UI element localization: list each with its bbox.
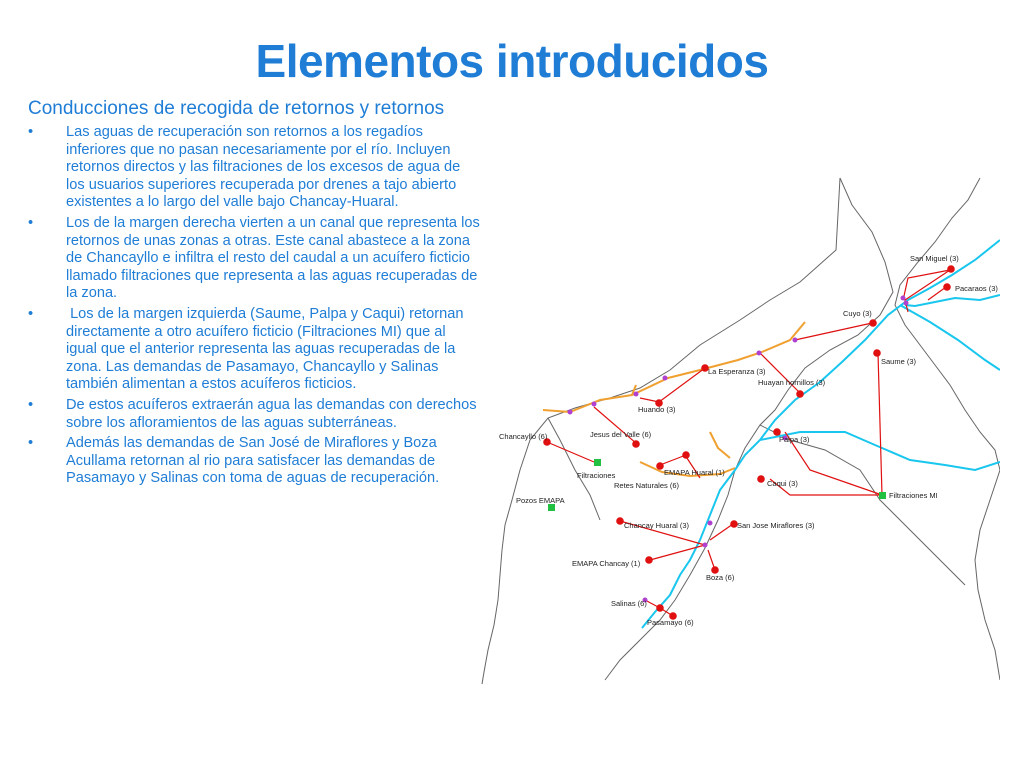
bullet-text: Además las demandas de San José de Miraflores y Boza Acullama retornan al rio para satisfacer las demandas de Pasamayo y Salinas con toma de aguas de recuperación. [66,435,440,487]
node-san-miguel [947,265,955,273]
bullet-text: Las aguas de recuperación son retornos a los regadíos inferiores que no pasan necesariamente por el río. Incluyen retornos directos y las filtraciones de los excesos de agua de los usuarios superiores recuperada por drenes a tajo abierto existentes a lo largo del valle bajo Chancay-Huaral. [66,124,461,211]
label-pozos-emapa: Pozos EMAPA [516,496,565,505]
slide-title: Elementos introducidos [255,35,769,87]
list-item [28,215,480,303]
canals [543,322,805,476]
node-caqui [757,475,765,483]
basin-map [478,172,1000,686]
node-saume [873,349,881,357]
list-item [28,435,480,488]
boundary-middle [605,178,893,680]
node-emapa-huaral [682,451,690,459]
bullet-marker: • [28,435,34,452]
link-retes [660,455,686,465]
boundary-southeast [975,470,1000,680]
link-huayan [659,368,705,402]
label-pacaraos: Pacaraos (3) [955,284,998,293]
node-cuyo [869,319,877,327]
link-san-jose [710,524,733,540]
link-chancayllo [547,442,594,462]
label-chancayllo: Chancayllo (6) [499,432,548,441]
node-retes [656,462,664,470]
bullet-text: Los de la margen izquierda (Saume, Palpa y Caqui) retornan directamente a otro acuífero ficticio (Filtraciones MI) que al igual que el anterior representa las aguas recuperadas de la zona. Las demandas de Pasamayo, Chancayllo y Salinas también alimentan a estos acuíferos ficticios. [66,305,468,393]
junction [663,376,668,381]
section-heading: Conducciones de recogida de retornos y retornos [28,98,445,119]
canal-branch-palpa [710,432,730,458]
boundary-east [895,178,1000,470]
junction [904,301,909,306]
bullet-text: De estos acuíferos extraerán agua las demandas con derechos sobre los afloramientos de las aguas subterráneas. [66,396,477,431]
label-la-esperanza: La Esperanza (3) [708,367,766,376]
label-palpa: Palpa (3) [779,435,810,444]
bullet-marker: • [28,124,34,140]
boundary-inner [760,425,965,585]
label-jesus: Jesus del Valle (6) [590,430,652,439]
node-filtraciones-mi [879,492,886,499]
label-emapa-chancay: EMAPA Chancay (1) [572,559,641,568]
label-saume: Saume (3) [881,357,917,366]
rivers [642,240,1000,628]
label-huayan: Huayan hornillos (3) [758,378,826,387]
label-san-miguel: San Miguel (3) [910,254,959,263]
list-item [28,306,480,394]
node-pozos-emapa [548,504,555,511]
junction [568,410,573,415]
junction [708,521,713,526]
link-cuyo [795,323,872,340]
list-item [28,397,480,432]
node-pacaraos [943,283,951,291]
label-chancay-huaral: Chancay Huaral (3) [624,521,690,530]
bullet-marker: • [28,396,34,413]
text-content [28,98,480,491]
list-item [28,124,480,212]
node-chancay-huaral [616,517,624,525]
map-labels [499,254,998,627]
node-jesus [632,440,640,448]
label-emapa-huaral: EMAPA Huaral (1) [664,468,725,477]
label-san-jose: San Jose Miraflores (3) [737,521,815,530]
node-filtraciones [594,459,601,466]
upper-tributary [905,295,1000,306]
link-pacaraos [928,287,946,300]
bullet-text: Los de la margen derecha vierten a un canal que representa los retornos de unas zonas a otras. Este canal abastece a la zona de Chancayllo e infiltra el resto del caudal a un acuífero ficticio llamado filtraciones que representa a las aguas recuperadas de la zona. [66,214,480,302]
node-emapa-chancay [645,556,653,564]
label-pasamayo: Pasamayo (6) [647,618,694,627]
label-cuyo: Cuyo (3) [843,309,872,318]
junction [634,392,639,397]
junction [901,296,906,301]
node-salinas [656,604,664,612]
aquifer-nodes [548,459,886,511]
main-river [642,240,1000,628]
link-emapa-chancay [650,545,705,560]
junction [703,543,708,548]
label-filtraciones-mi: Filtraciones MI [889,491,938,500]
bullet-marker: • [28,305,34,322]
label-boza: Boza (6) [706,573,735,582]
junction [757,351,762,356]
label-caqui: Caqui (3) [767,479,798,488]
junction [592,402,597,407]
junction-markers [568,296,909,603]
label-salinas: Salinas (6) [611,599,647,608]
link-saume [878,353,882,495]
label-huando: Huando (3) [638,405,676,414]
bullet-list [28,124,480,488]
label-retes: Retes Naturales (6) [614,481,680,490]
bullet-marker: • [28,214,34,231]
label-filtraciones: Filtraciones [577,471,616,480]
junction [793,338,798,343]
node-huayan [796,390,804,398]
